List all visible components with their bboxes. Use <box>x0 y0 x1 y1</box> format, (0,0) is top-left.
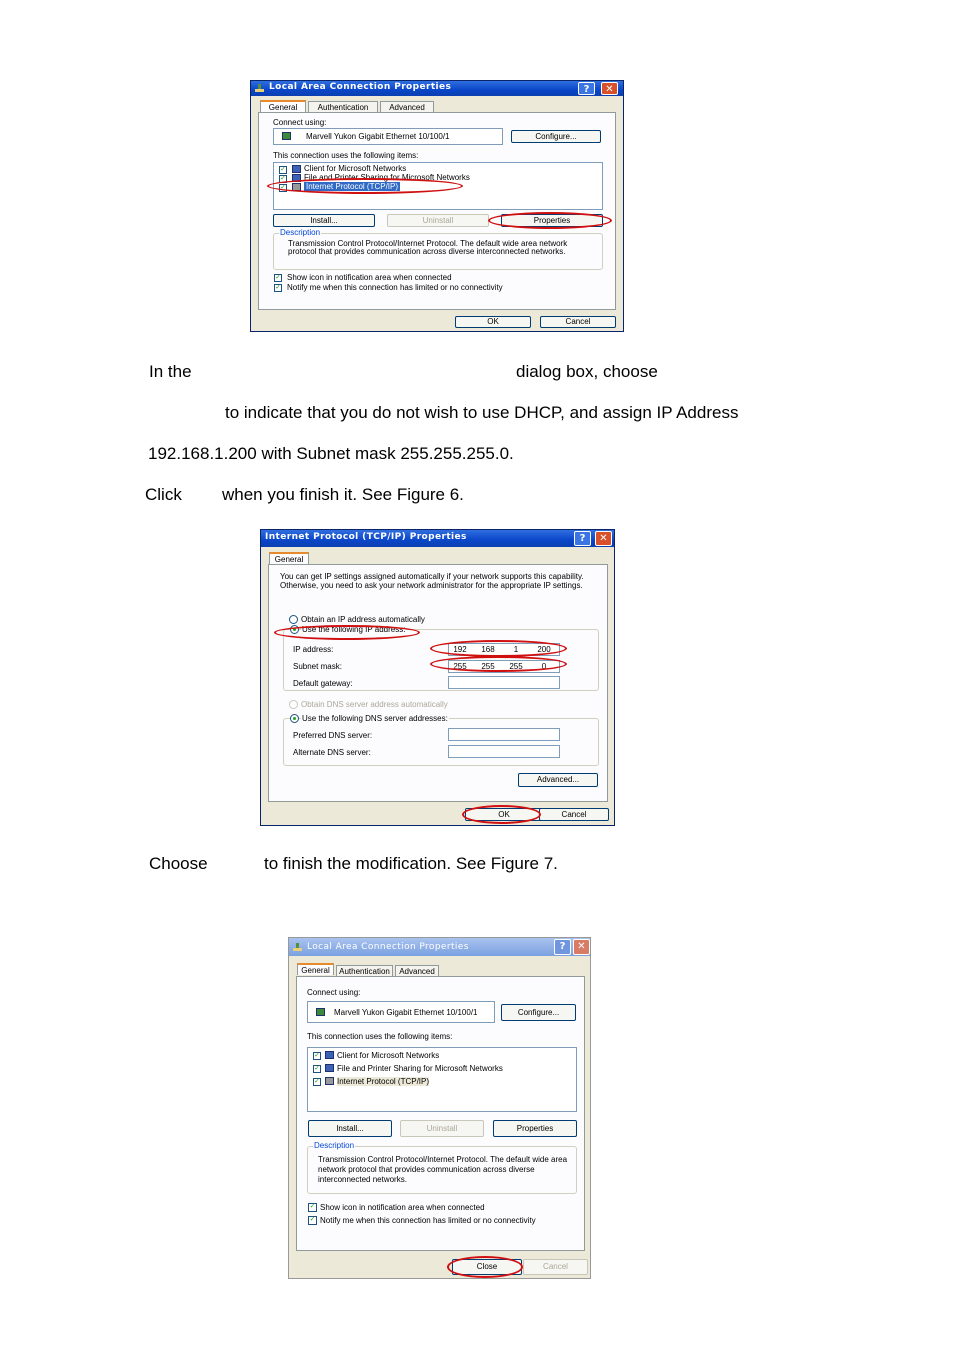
show-icon-checkbox[interactable]: ✓ <box>275 274 281 281</box>
preferred-dns-label: Preferred DNS server: <box>293 731 373 740</box>
subnet-mask-field[interactable] <box>448 660 560 673</box>
obtain-ip-label: Obtain an IP address automatically <box>301 615 425 624</box>
list-item[interactable]: Client for Microsoft Networks <box>337 1051 440 1060</box>
help-icon[interactable]: ? <box>574 531 591 546</box>
instruction-text: Choose <box>149 854 208 873</box>
description-group <box>273 228 603 270</box>
protocol-icon <box>325 1077 334 1085</box>
components-list[interactable] <box>273 162 603 210</box>
properties-button[interactable]: Properties <box>501 214 603 227</box>
title-bar <box>289 938 590 956</box>
uninstall-button[interactable]: Uninstall <box>400 1120 484 1137</box>
install-button[interactable]: Install... <box>308 1120 392 1137</box>
ip-group <box>283 625 599 691</box>
components-list[interactable] <box>307 1047 577 1112</box>
description-text: Transmission Control Protocol/Internet Protocol. The default wide area network protocol that provides communication across diverse interconnected networks. <box>288 239 568 256</box>
close-icon[interactable]: ✕ <box>573 939 590 955</box>
tab-general[interactable]: General <box>260 100 306 112</box>
mask-octet: 255 <box>481 662 495 671</box>
close-icon[interactable]: ✕ <box>601 82 618 95</box>
tab-advanced[interactable]: Advanced <box>395 965 439 976</box>
adapter-icon <box>282 132 291 140</box>
notify-checkbox[interactable]: ✓ <box>275 284 281 291</box>
intro-text: You can get IP settings assigned automatically if your network supports this capability. Otherwise, you need to ask your network administrator for the appropriate IP settings. <box>280 572 584 590</box>
title-bar <box>251 81 623 96</box>
use-ip-radio[interactable] <box>290 625 299 634</box>
list-item[interactable]: File and Printer Sharing for Microsoft Networks <box>304 173 470 182</box>
ip-octet: 200 <box>537 645 551 654</box>
configure-button[interactable]: Configure... <box>501 1004 576 1021</box>
local-area-connection-dialog-1 <box>250 80 624 332</box>
notify-checkbox[interactable]: ✓ <box>309 1216 316 1223</box>
general-panel <box>268 564 608 802</box>
instruction-text: when you finish it. See Figure 6. <box>222 485 464 504</box>
instruction-text: to indicate that you do not wish to use DHCP, and assign IP Address <box>225 403 739 422</box>
mask-octet: 255 <box>509 662 523 671</box>
show-icon-label: Show icon in notification area when connected <box>287 273 452 282</box>
adapter-field <box>273 128 503 145</box>
tcpip-properties-dialog <box>260 529 615 826</box>
instruction-text: to finish the modification. See Figure 7. <box>264 854 558 873</box>
sharing-icon <box>325 1064 334 1072</box>
list-item[interactable]: File and Printer Sharing for Microsoft Networks <box>337 1064 503 1073</box>
alternate-dns-field[interactable] <box>448 745 560 758</box>
connect-using-label: Connect using: <box>307 988 361 997</box>
adapter-name: Marvell Yukon Gigabit Ethernet 10/100/1 <box>334 1008 478 1017</box>
checkbox[interactable]: ✓ <box>314 1065 320 1072</box>
ip-address-field[interactable] <box>448 643 560 656</box>
dialog-title: Local Area Connection Properties <box>307 942 469 952</box>
alternate-dns-label: Alternate DNS server: <box>293 748 371 757</box>
items-label: This connection uses the following items: <box>307 1032 453 1041</box>
show-icon-label: Show icon in notification area when connected <box>320 1203 485 1212</box>
notify-label: Notify me when this connection has limited or no connectivity <box>320 1216 536 1225</box>
list-item[interactable]: Client for Microsoft Networks <box>304 164 407 173</box>
network-icon <box>292 942 303 952</box>
gateway-field[interactable] <box>448 676 560 689</box>
client-icon <box>325 1051 334 1059</box>
ip-address-label: IP address: <box>293 645 334 654</box>
subnet-mask-label: Subnet mask: <box>293 662 342 671</box>
description-text: Transmission Control Protocol/Internet Protocol. The default wide area network protocol that provides communication across diverse interconnected networks. <box>318 1155 568 1184</box>
dns-group <box>283 714 599 766</box>
preferred-dns-field[interactable] <box>448 728 560 741</box>
connect-using-label: Connect using: <box>273 118 327 127</box>
help-icon[interactable]: ? <box>578 82 595 95</box>
instruction-text: Click <box>145 485 182 504</box>
protocol-icon <box>292 183 301 191</box>
cancel-button[interactable]: Cancel <box>540 316 616 328</box>
local-area-connection-dialog-2 <box>288 937 591 1279</box>
tab-advanced[interactable]: Advanced <box>380 101 434 112</box>
obtain-dns-radio[interactable] <box>289 700 298 709</box>
ip-octet: 1 <box>513 645 519 654</box>
instruction-text: In the <box>149 362 192 381</box>
tab-authentication[interactable]: Authentication <box>336 965 393 976</box>
adapter-icon <box>316 1008 325 1016</box>
gateway-label: Default gateway: <box>293 679 353 688</box>
properties-button[interactable]: Properties <box>493 1120 577 1137</box>
uninstall-button[interactable]: Uninstall <box>387 214 489 227</box>
instruction-text: 192.168.1.200 with Subnet mask 255.255.255.0. <box>148 444 514 463</box>
general-panel <box>296 976 585 1251</box>
notify-label: Notify me when this connection has limited or no connectivity <box>287 283 503 292</box>
close-button[interactable]: Close <box>452 1259 522 1275</box>
client-icon <box>292 165 301 173</box>
description-group <box>307 1141 577 1194</box>
checkbox[interactable]: ✓ <box>314 1078 320 1085</box>
description-label: Description <box>280 228 321 237</box>
install-button[interactable]: Install... <box>273 214 375 227</box>
dialog-title: Local Area Connection Properties <box>269 82 452 92</box>
advanced-button[interactable]: Advanced... <box>518 773 598 787</box>
list-item-selected[interactable]: Internet Protocol (TCP/IP) <box>337 1077 430 1086</box>
checkbox[interactable]: ✓ <box>280 184 286 191</box>
ok-button[interactable]: OK <box>465 808 543 821</box>
adapter-name: Marvell Yukon Gigabit Ethernet 10/100/1 <box>306 132 450 141</box>
ip-octet: 192 <box>453 645 467 654</box>
obtain-dns-label: Obtain DNS server address automatically <box>301 700 448 709</box>
checkbox[interactable]: ✓ <box>280 166 286 173</box>
checkbox[interactable]: ✓ <box>314 1052 320 1059</box>
tab-authentication[interactable]: Authentication <box>308 101 378 112</box>
close-icon[interactable]: ✕ <box>595 531 612 546</box>
items-label: This connection uses the following items: <box>273 151 419 160</box>
description-label: Description <box>314 1141 355 1150</box>
list-item-selected[interactable]: Internet Protocol (TCP/IP) <box>306 182 399 191</box>
ip-octet: 168 <box>481 645 495 654</box>
tab-general[interactable]: General <box>269 552 309 564</box>
title-bar <box>261 530 614 547</box>
network-icon <box>254 83 265 93</box>
dialog-title: Internet Protocol (TCP/IP) Properties <box>265 532 467 542</box>
use-dns-radio[interactable] <box>290 714 299 723</box>
show-icon-checkbox[interactable]: ✓ <box>309 1203 316 1210</box>
tab-general[interactable]: General <box>297 963 334 975</box>
cancel-button[interactable]: Cancel <box>539 808 609 821</box>
use-dns-label: Use the following DNS server addresses: <box>302 714 448 723</box>
configure-button[interactable]: Configure... <box>511 130 601 143</box>
help-icon[interactable]: ? <box>554 939 571 955</box>
use-ip-label: Use the following IP address: <box>302 625 406 634</box>
general-panel <box>258 112 616 310</box>
checkbox[interactable]: ✓ <box>280 175 286 182</box>
mask-octet: 255 <box>453 662 467 671</box>
mask-octet: 0 <box>541 662 547 671</box>
sharing-icon <box>292 174 301 182</box>
instruction-text: dialog box, choose <box>516 362 658 381</box>
cancel-button[interactable]: Cancel <box>523 1259 588 1275</box>
obtain-ip-radio[interactable] <box>289 615 298 624</box>
ok-button[interactable]: OK <box>455 316 531 328</box>
adapter-field <box>307 1001 495 1023</box>
